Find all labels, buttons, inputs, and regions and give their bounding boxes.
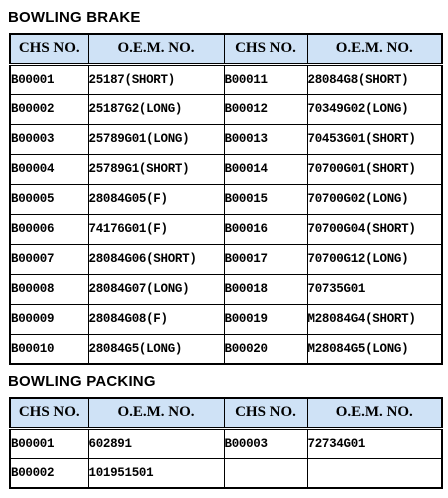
chs-no-cell: B00020 (224, 334, 307, 364)
bowling-packing-rows (10, 428, 442, 488)
table-header-row (10, 398, 442, 428)
chs-no-cell: B00013 (224, 124, 307, 154)
table-row (10, 304, 442, 334)
oem-no-cell: 70735G01 (307, 274, 442, 304)
oem-no-cell: 25187G2(LONG) (88, 94, 224, 124)
oem-no-cell: 28084G05(F) (88, 184, 224, 214)
header-chs-no: CHS NO. (10, 398, 88, 428)
chs-no-cell: B00003 (10, 124, 88, 154)
oem-no-cell: 101951501 (88, 458, 224, 488)
oem-no-cell: 70700G01(SHORT) (307, 154, 442, 184)
chs-no-cell: B00005 (10, 184, 88, 214)
table-row (10, 64, 442, 94)
oem-no-cell: 70700G02(LONG) (307, 184, 442, 214)
chs-no-cell: B00016 (224, 214, 307, 244)
table-row (10, 214, 442, 244)
oem-no-cell: 74176G01(F) (88, 214, 224, 244)
table-row (10, 184, 442, 214)
oem-no-cell: 28084G06(SHORT) (88, 244, 224, 274)
chs-no-cell: B00018 (224, 274, 307, 304)
chs-no-cell: B00003 (224, 428, 307, 458)
header-chs-no: CHS NO. (224, 398, 307, 428)
chs-no-cell: B00004 (10, 154, 88, 184)
chs-no-cell: B00002 (10, 458, 88, 488)
section-title-bowling-packing: BOWLING PACKING (8, 373, 156, 390)
table-row (10, 274, 442, 304)
oem-no-cell: 72734G01 (307, 428, 442, 458)
chs-no-cell: B00014 (224, 154, 307, 184)
chs-no-cell: B00008 (10, 274, 88, 304)
oem-no-cell: 70700G12(LONG) (307, 244, 442, 274)
oem-no-cell: 28084G5(LONG) (88, 334, 224, 364)
oem-no-cell: 602891 (88, 428, 224, 458)
oem-no-cell: 70453G01(SHORT) (307, 124, 442, 154)
bowling-brake-table (9, 33, 443, 365)
chs-no-cell: B00012 (224, 94, 307, 124)
oem-no-cell: 25187(SHORT) (88, 64, 224, 94)
header-oem-no: O.E.M. NO. (88, 398, 224, 428)
table-row (10, 458, 442, 488)
header-chs-no: CHS NO. (10, 34, 88, 64)
oem-no-cell: M28084G4(SHORT) (307, 304, 442, 334)
oem-no-cell: 25789G1(SHORT) (88, 154, 224, 184)
oem-no-cell: M28084G5(LONG) (307, 334, 442, 364)
oem-no-cell: 70700G04(SHORT) (307, 214, 442, 244)
bowling-packing-table (9, 397, 443, 489)
bowling-brake-rows (10, 64, 442, 364)
chs-no-cell (224, 458, 307, 488)
oem-no-cell (307, 458, 442, 488)
chs-no-cell: B00006 (10, 214, 88, 244)
header-oem-no: O.E.M. NO. (88, 34, 224, 64)
chs-no-cell: B00010 (10, 334, 88, 364)
oem-no-cell: 28084G8(SHORT) (307, 64, 442, 94)
oem-no-cell: 28084G07(LONG) (88, 274, 224, 304)
oem-no-cell: 70349G02(LONG) (307, 94, 442, 124)
oem-no-cell: 28084G08(F) (88, 304, 224, 334)
table-row (10, 244, 442, 274)
chs-no-cell: B00017 (224, 244, 307, 274)
header-oem-no: O.E.M. NO. (307, 34, 442, 64)
table-header-row (10, 34, 442, 64)
table-row (10, 428, 442, 458)
header-chs-no: CHS NO. (224, 34, 307, 64)
chs-no-cell: B00001 (10, 64, 88, 94)
chs-no-cell: B00007 (10, 244, 88, 274)
chs-no-cell: B00011 (224, 64, 307, 94)
section-title-bowling-brake: BOWLING BRAKE (8, 9, 141, 26)
chs-no-cell: B00001 (10, 428, 88, 458)
table-row (10, 334, 442, 364)
oem-no-cell: 25789G01(LONG) (88, 124, 224, 154)
chs-no-cell: B00015 (224, 184, 307, 214)
header-oem-no: O.E.M. NO. (307, 398, 442, 428)
chs-no-cell: B00009 (10, 304, 88, 334)
table-row (10, 154, 442, 184)
table-row (10, 94, 442, 124)
chs-no-cell: B00019 (224, 304, 307, 334)
table-row (10, 124, 442, 154)
chs-no-cell: B00002 (10, 94, 88, 124)
